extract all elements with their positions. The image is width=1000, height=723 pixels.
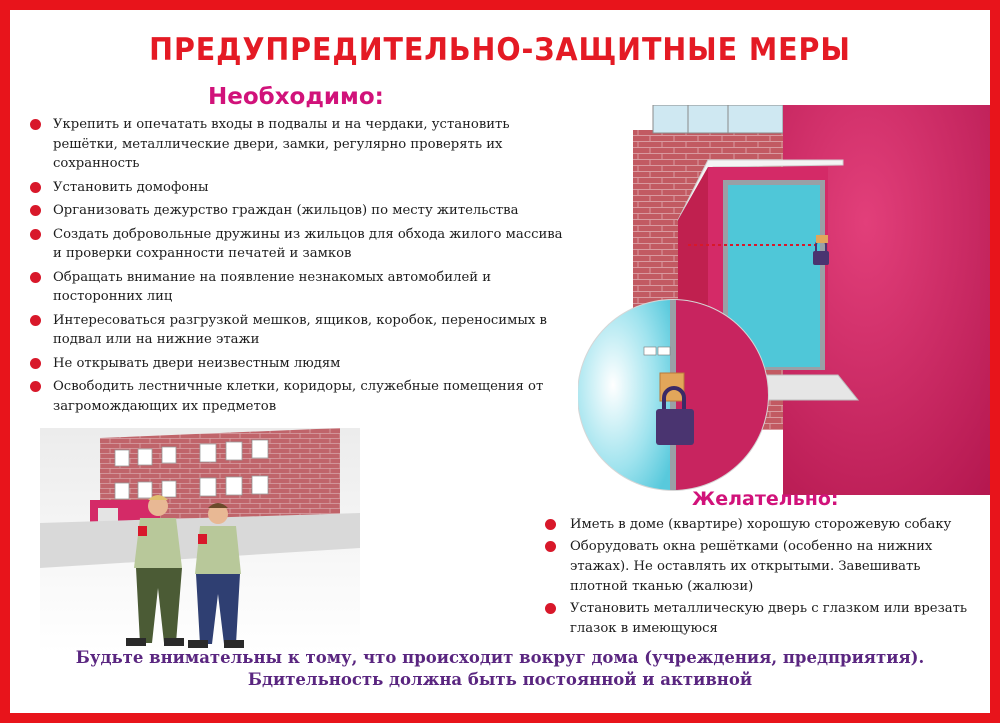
list-desirable [540, 515, 980, 641]
list-item: Оборудовать окна решётками (особенно на нижних этажах). Не оставлять их открытыми. Завешивать плотной тканью (жалюзи) [540, 537, 980, 597]
list-item: Не открывать двери неизвестным людям [25, 354, 570, 374]
list-item: Интересоваться разгрузкой мешков, ящиков, коробок, переносимых в подвал или на нижние этажи [25, 311, 570, 350]
door-padlock-illustration [578, 105, 990, 495]
heading-necessary: Необходимо: [208, 84, 384, 110]
list-item: Иметь в доме (квартире) хорошую сторожевую собаку [540, 515, 980, 535]
heading-desirable: Желательно: [692, 488, 839, 510]
poster [10, 10, 990, 713]
list-item: Освободить лестничные клетки, коридоры, служебные помещения от загромождающих их предметов [25, 377, 570, 416]
list-item: Установить металлическую дверь с глазком или врезать глазок в имеющуюся [540, 599, 980, 639]
footer-line-1: Будьте внимательны к тому, что происходит вокруг дома (учреждения, предприятия). [75, 648, 925, 667]
patrol-guards-illustration [40, 428, 360, 653]
list-item: Установить домофоны [25, 178, 570, 198]
footer-message [10, 647, 990, 691]
list-item: Создать добровольные дружины из жильцов для обхода жилого массива и проверки сохранности печатей и замков [25, 225, 570, 264]
list-necessary [25, 115, 570, 420]
list-item: Организовать дежурство граждан (жильцов) по месту жительства [25, 201, 570, 221]
list-item: Обращать внимание на появление незнакомых автомобилей и посторонних лиц [25, 268, 570, 307]
footer-line-2: Бдительность должна быть постоянной и активной [247, 670, 753, 689]
list-item: Укрепить и опечатать входы в подвалы и на чердаки, установить решётки, металлические двери, замки, регулярно проверять их сохранность [25, 115, 570, 174]
poster-title: ПРЕДУПРЕДИТЕЛЬНО-ЗАЩИТНЫЕ МЕРЫ [149, 32, 851, 68]
